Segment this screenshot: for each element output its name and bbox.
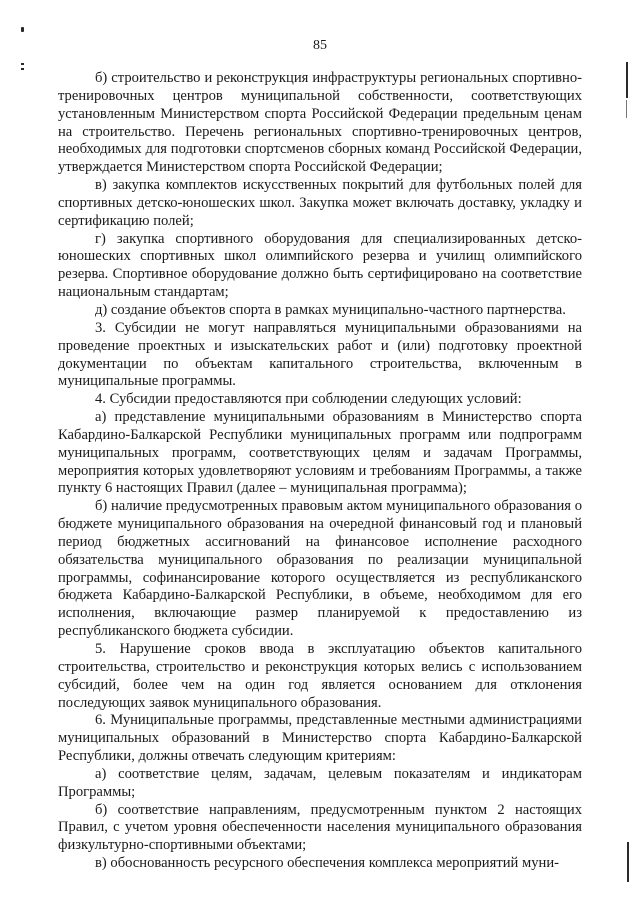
paragraph: в) закупка комплектов искусственных покрытий для футбольных полей для спортивных детско-юношеских школ. Закупка может включать доставку, укладку и сертификацию полей; xyxy=(58,177,582,229)
paragraph: а) представление муниципальными образованиям в Министерство спорта Кабардино-Балкарской Республики муниципальных программ или подпрограмм муниципальных программ, соответствующих целям и задачам Программы, мероприятия которых удовлетворяют условиям и требованиям Программы, а также пункту 6 настоящих Правил (далее – муниципальная программа); xyxy=(58,409,582,497)
paragraph: 6. Муниципальные программы, представленные местными администрациями муниципальных образований в Министерство спорта Кабардино-Балкарской Республики, должны отвечать следующим критериям: xyxy=(58,712,582,765)
scan-edge-mark xyxy=(626,100,627,118)
page-number: 85 xyxy=(313,38,327,53)
paragraph: б) наличие предусмотренных правовым актом муниципального образования о бюджете муниципального образования на очередной финансовый год и плановый период бюджетных ассигнований на финансовое исполнение расходного обязательства муниципального образования по реализации муниципальной программы, софинансирование которого осуществляется из республиканского бюджета Кабардино-Балкарской Республики, в объеме, необходимом для его исполнения, включающие размер планируемой к предоставлению из республиканского бюджета субсидии. xyxy=(58,498,582,640)
paragraph: 5. Нарушение сроков ввода в эксплуатацию объектов капитального строительства, строительство и реконструкция которых велись с использованием субсидий, более чем на один год является основанием для отклонения последующих заявок муниципального образования. xyxy=(58,641,582,711)
scan-edge-mark xyxy=(626,62,628,98)
scan-edge-mark xyxy=(627,842,629,882)
paragraph: в) обоснованность ресурсного обеспечения комплекса мероприятий муни- xyxy=(95,855,559,872)
document-body xyxy=(58,70,582,873)
paragraph: а) соответствие целям, задачам, целевым показателям и индикаторам Программы; xyxy=(58,765,582,800)
scan-artifact xyxy=(21,63,24,65)
paragraph: б) соответствие направлениям, предусмотренным пунктом 2 настоящих Правил, с учетом уровня обеспеченности населения муниципального образования физкультурно-спортивными объектами; xyxy=(58,801,582,854)
paragraph: г) закупка спортивного оборудования для специализированных детско-юношеских спортивных школ олимпийского резерва и училищ олимпийского резерва. Спортивное оборудование должно быть сертифицировано на соответствие национальным стандартам; xyxy=(58,230,582,301)
scan-artifact xyxy=(21,68,24,70)
paragraph: 4. Субсидии предоставляются при соблюдении следующих условий: xyxy=(95,391,522,408)
paragraph: б) строительство и реконструкция инфраструктуры региональных спортивно-тренировочных центров муниципальной собственности, соответствующих установленным Министерством спорта Российской Федерации предельным ценам на строительство. Перечень региональных спортивно-тренировочных центров, необходимых для подготовки спортсменов сборных команд Российской Федерации, утверждается Министерством спорта Российской Федерации; xyxy=(58,70,582,176)
paragraph: 3. Субсидии не могут направляться муниципальными образованиями на проведение проектных и изыскательских работ и (или) подготовку проектной документации по объектам капитального строительства, включенным в муниципальные программы. xyxy=(58,319,582,390)
paragraph: д) создание объектов спорта в рамках муниципально-частного партнерства. xyxy=(95,301,566,318)
scan-artifact xyxy=(21,27,24,32)
